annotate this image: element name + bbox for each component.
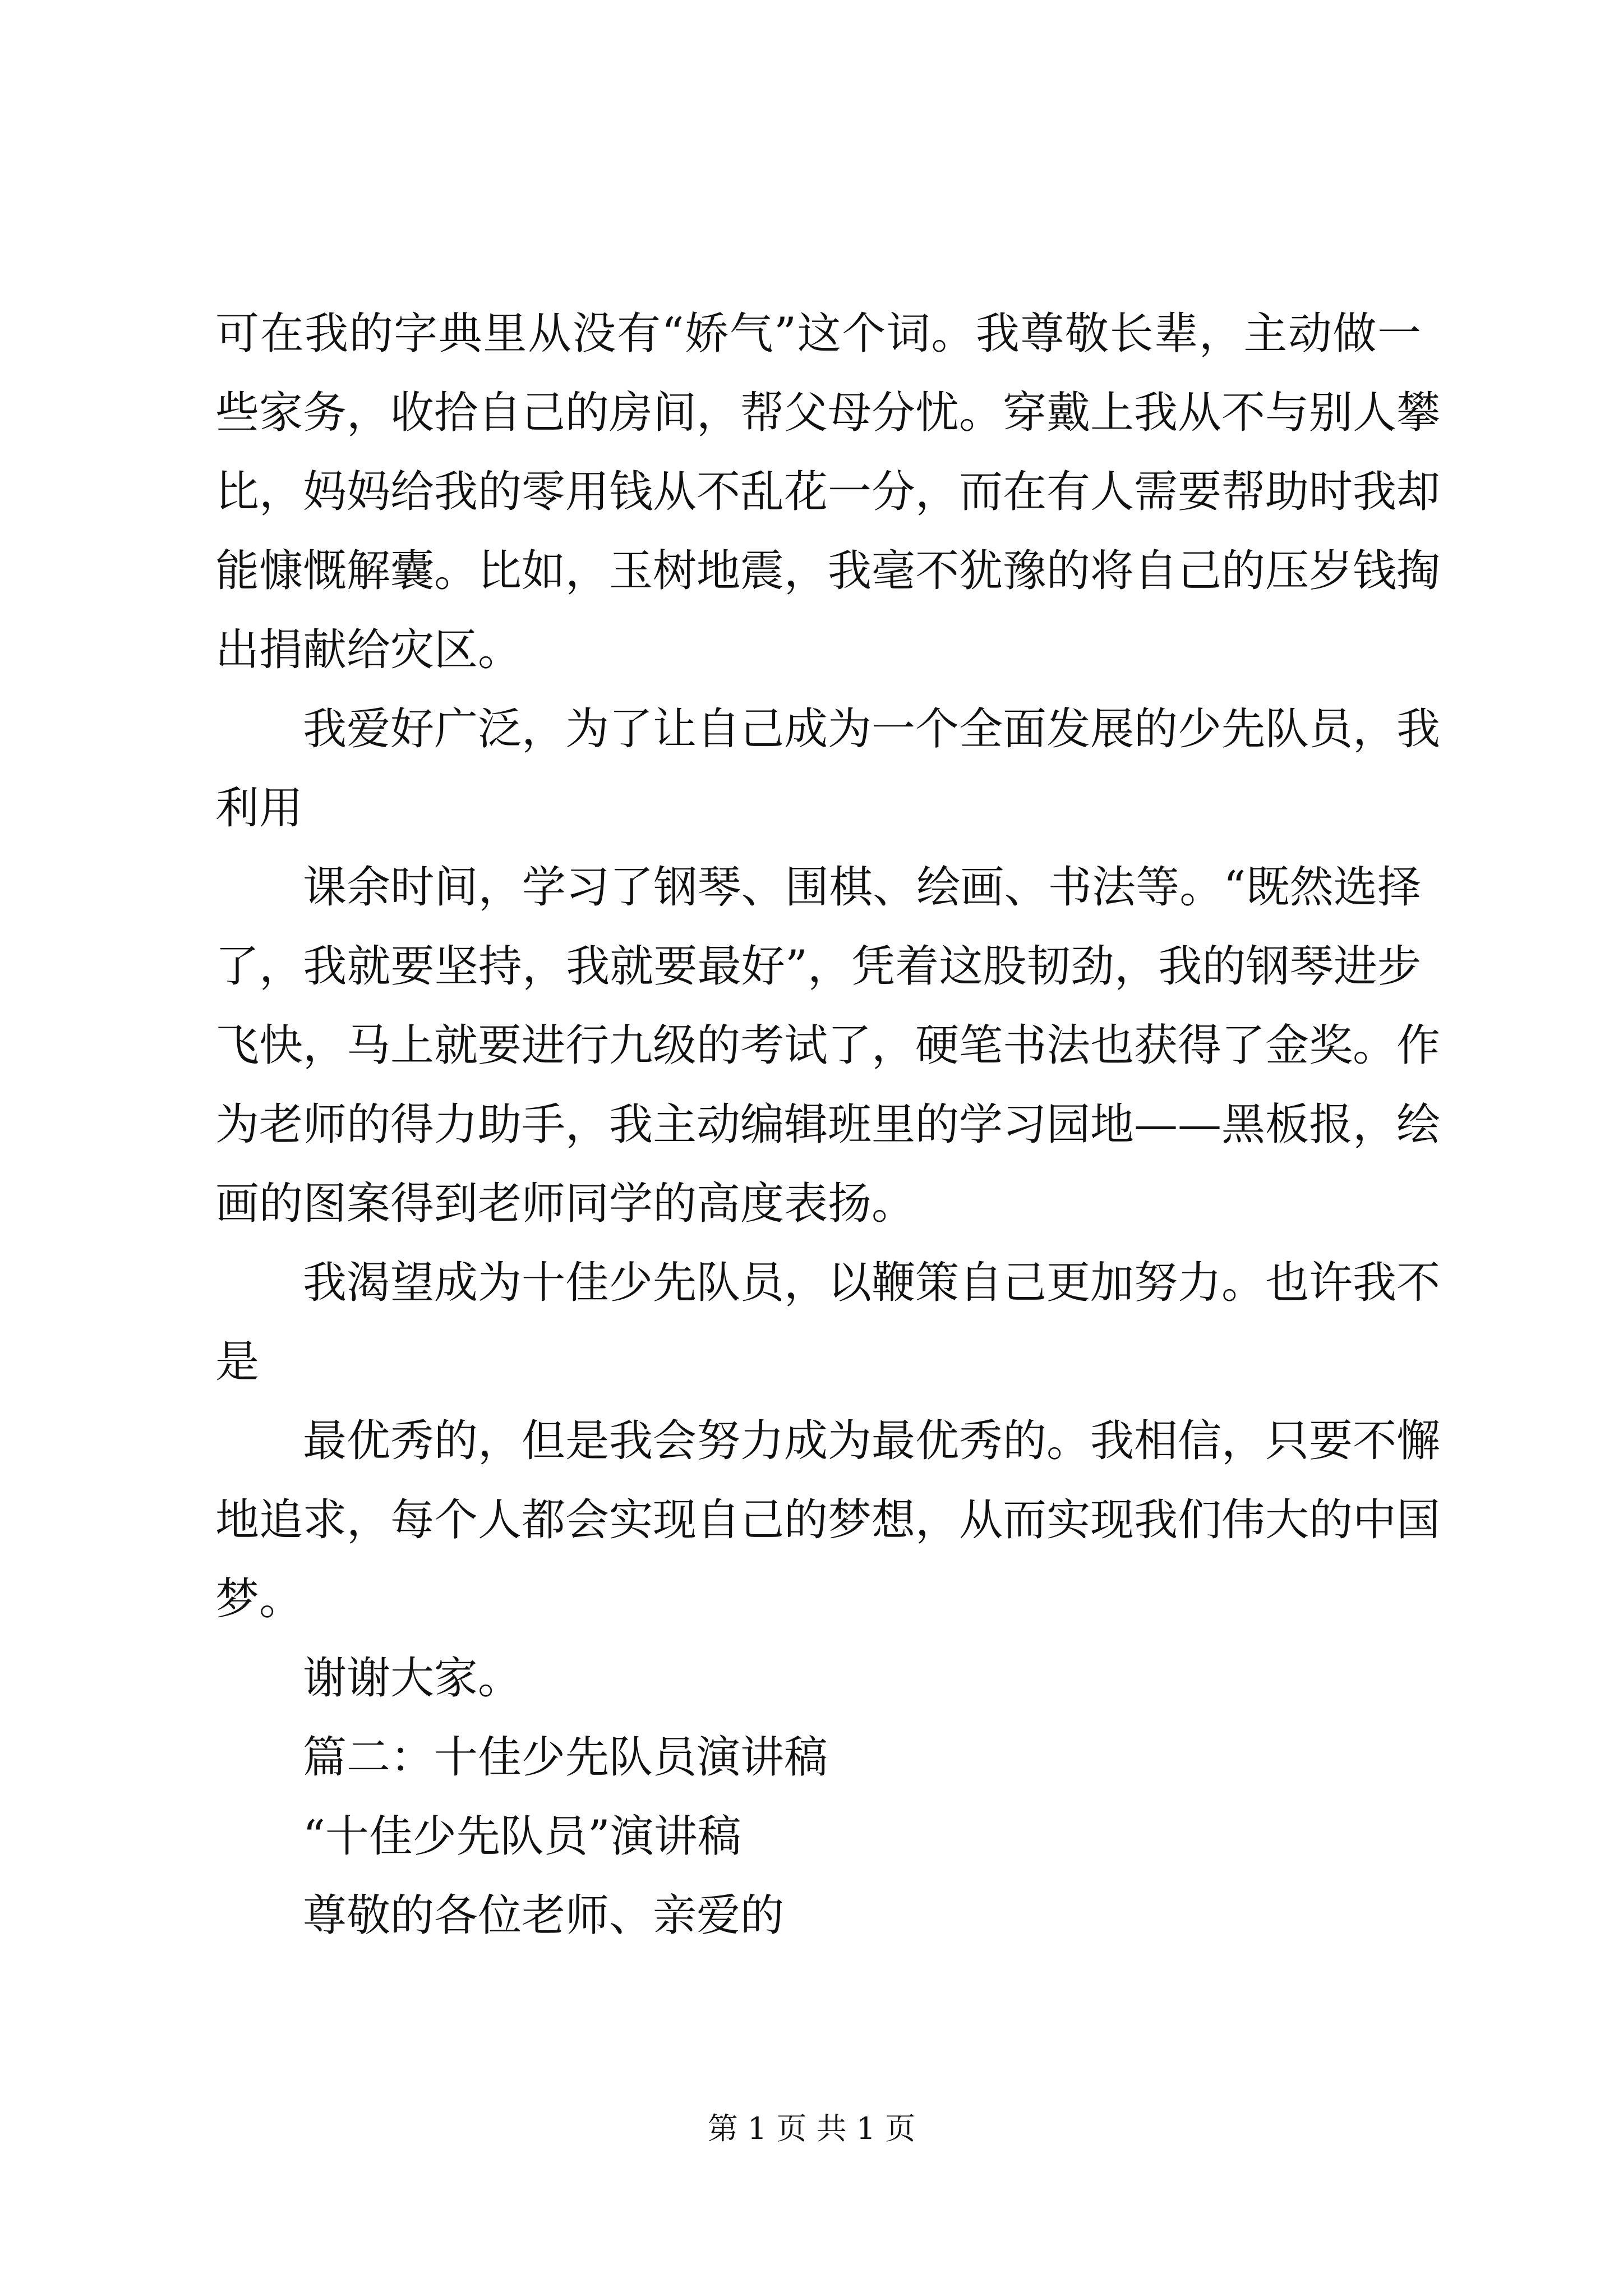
- paragraph-line: 为老师的得力助手，我主动编辑班里的学习园地——黑板报，绘: [215, 1099, 1441, 1150]
- paragraph-line: 画的图案得到老师同学的高度表扬。: [215, 1179, 916, 1229]
- paragraph-line: 可在我的字典里从没有“娇气”这个词。我尊敬长辈，主动做一: [215, 309, 1421, 359]
- paragraph-line: 出捐献给灾区。: [215, 625, 522, 675]
- paragraph-line: 课余时间，学习了钢琴、围棋、绘画、书法等。“既然选择: [303, 862, 1421, 913]
- speech-title: “十佳少先队员”演讲稿: [303, 1811, 741, 1862]
- closing-line: 谢谢大家。: [303, 1653, 522, 1704]
- paragraph-line: 了，我就要坚持，我就要最好”，凭着这股韧劲，我的钢琴进步: [215, 941, 1421, 992]
- paragraph-line: 我爱好广泛，为了让自己成为一个全面发展的少先队员，我: [303, 704, 1441, 754]
- paragraph-line: 是: [215, 1337, 260, 1387]
- paragraph-line: 最优秀的，但是我会努力成为最优秀的。我相信，只要不懈: [303, 1416, 1441, 1466]
- page-number-footer: 第 1 页 共 1 页: [707, 2111, 916, 2146]
- paragraph-line: 比，妈妈给我的零用钱从不乱花一分，而在有人需要帮助时我却: [215, 467, 1441, 517]
- paragraph-line: 利用: [215, 783, 303, 834]
- paragraph-line: 我渴望成为十佳少先队员，以鞭策自己更加努力。也许我不: [303, 1258, 1441, 1308]
- paragraph-line: 飞快，马上就要进行九级的考试了，硬笔书法也获得了金奖。作: [215, 1020, 1441, 1071]
- salutation-line: 尊敬的各位老师、亲爱的: [303, 1890, 785, 1941]
- section-heading: 篇二：十佳少先队员演讲稿: [303, 1732, 828, 1783]
- paragraph-line: 些家务，收拾自己的房间，帮父母分忧。穿戴上我从不与别人攀: [215, 388, 1441, 438]
- paragraph-line: 地追求，每个人都会实现自己的梦想，从而实现我们伟大的中国: [215, 1495, 1441, 1545]
- paragraph-line: 能慷慨解囊。比如，玉树地震，我毫不犹豫的将自己的压岁钱掏: [215, 546, 1441, 596]
- paragraph-line: 梦。: [215, 1574, 303, 1625]
